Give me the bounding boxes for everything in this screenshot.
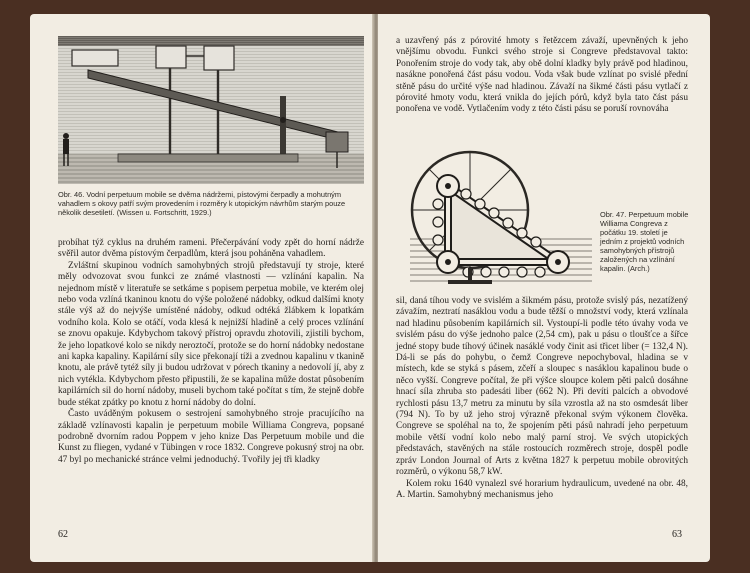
- figure-47-image: [408, 146, 594, 286]
- page-number: 63: [672, 529, 682, 540]
- paragraph: probíhat týž cyklus na druhém rameni. Přečerpávání vody zpět do horní nádrže svěřil autor dvěma pístovým čerpadlům, která jsou poháněna vahadlem.: [58, 238, 364, 260]
- paragraph: Často uváděným pokusem o sestrojení samohybného stroje pracujícího na základě vzlínavosti kapalin je perpetuum mobile Williama Congreva, popsané podrobně dvorním radou Poppem v jeho knize Das Perpetuum mobile und die Kunst zu fliegen, vydané v Tübingen v roce 1832. Congreve pokusný stroj na obr. 47 byl po mechanické stránce velmi jednoduchý. Tvořily jej tři kladky: [58, 409, 364, 465]
- figure-47-caption: Obr. 47. Perpetuum mobile Williama Congreva z počátku 19. století je jedním z projektů vodních samohybných přístrojů založených na vzlínání kapalin. (Arch.): [600, 210, 689, 273]
- right-page: [378, 14, 710, 562]
- paragraph: Kolem roku 1640 vynalezl své horarium hydraulicum, uvedené na obr. 48, A. Martin. Samohybný mechanismus jeho: [396, 478, 688, 500]
- page-number: 62: [58, 529, 68, 540]
- paragraph: sil, daná tíhou vody ve svislém a šikmém pásu, protože svislý pás, nezatížený závažím, neztratí nasáklou vodu a bude těžší o množství vody, která vzlínala nad hladinu působením kapilárních sil. Vystoupí-li podle této úvahy voda ve svislém pásu do výše jednoho palce (2,54 cm), pak u pásu o tloušťce a šířce jedné stopy bude tíhový účinek nasáklé vody činit asi třicet liber (= 132,4 N). Dá-li se pás do pohybu, o čemž Congreve nepochyboval, hladina se v místech, kde se styká s pásem, zčeří a sloupec s nasáklou kapalinou bude o něco vyšší. Congreve počítal, že při výšce sloupce kolem pěti palců dosáhne hnací síla zhruba sto padesáti liber (662 N). Při devíti palcích a obvodové rychlosti pásu 13,7 metru za minutu by síla vzrostla až na sto osmdesát liber (794 N). To by už jeho stroj výrazně překonal svým výkonem člověka. Congreve se spoléhal na to, že spojením pěti pásů nahradí jeho perpetuum mobile větší vodní kolo nebo malý parní stroj. Ve svých utopických představách, stavěných na stále rostoucích rozměrech stroje, dospěl podle zpráv London Journal of Arts z května 1827 k perpetuu mobile obrovitých rozměrů, o výkonu 58,7 kW.: [396, 296, 688, 478]
- left-page-body: [58, 238, 364, 466]
- figure-46-caption: Obr. 46. Vodní perpetuum mobile se dvěma nádržemi, pístovými čerpadly a mohutným vahadlem s okovy patří svým provedením i rozměry k utopickým návrhům starým pouze několik desetiletí. (Wissen u. Fortschritt, 1929.): [58, 190, 346, 217]
- right-page-top-text: a uzavřený pás z pórovité hmoty s řetězcem závaží, upevněných k jeho vnějšímu obvodu. Funkci svého stroje si Congreve představoval takto: Ponořením stroje do vody tak, aby obě dolní kladky byly právě pod hladinou, nasákne ponořená část pásu vodou. Voda však bude vzlínat po svislé přední stěně pásu do určité výše nad hladinou. Závaží na šikmé části pásu vytlačí z pórovité hmoty vodu, která vnikla do jejích pórů, když byla tato část pásu ponořena ve vodě. Vytlačením vody z této části pásu se poruší rovnováha: [396, 36, 688, 115]
- left-page: [30, 14, 374, 562]
- right-page-body: [396, 296, 688, 501]
- paragraph: Zvláštní skupinou vodních samohybných strojů představují ty stroje, které měly odvozovat svou funkci ze známé vlastnosti — vzlínání kapalin. Na nejednom místě v literatuře se setkáme s popisem perpetua mobile, ve kterém olej nebo voda vzlíná tkaninou knotu do výše položené nádobky, odkud dalšími knoty stále výš až do nejvýše umístěné nádoby, odkud odtéká žlábkem k lopatkám vodního kola. Kolo se otáčí, voda klesá k nejnižší hladině a celý proces vzlínání se znovu opakuje. Kdybychom takový přístroj opravdu zhotovili, zjistili bychom, že jeho lopatkové kolo se nikdy neroztočí, protože se do horní nádobky nedostane ani kapka kapaliny. Kapilární síly sice překonají tíži a zvednou kapalinu v tkanině knotu, ale právě tytéž síly ji budou udržovat v pórech tkaniny a nedovolí jí, aby z nich vytékla. Kdybychom přesto připustili, že se kapalina může dostat působením kapilárních sil do horní nádoby, museli bychom také počítat s tím, že stejně dobře bude stékat zpátky po knotu z horní nádoby do dolní.: [58, 260, 364, 408]
- figure-46-image: [58, 36, 364, 184]
